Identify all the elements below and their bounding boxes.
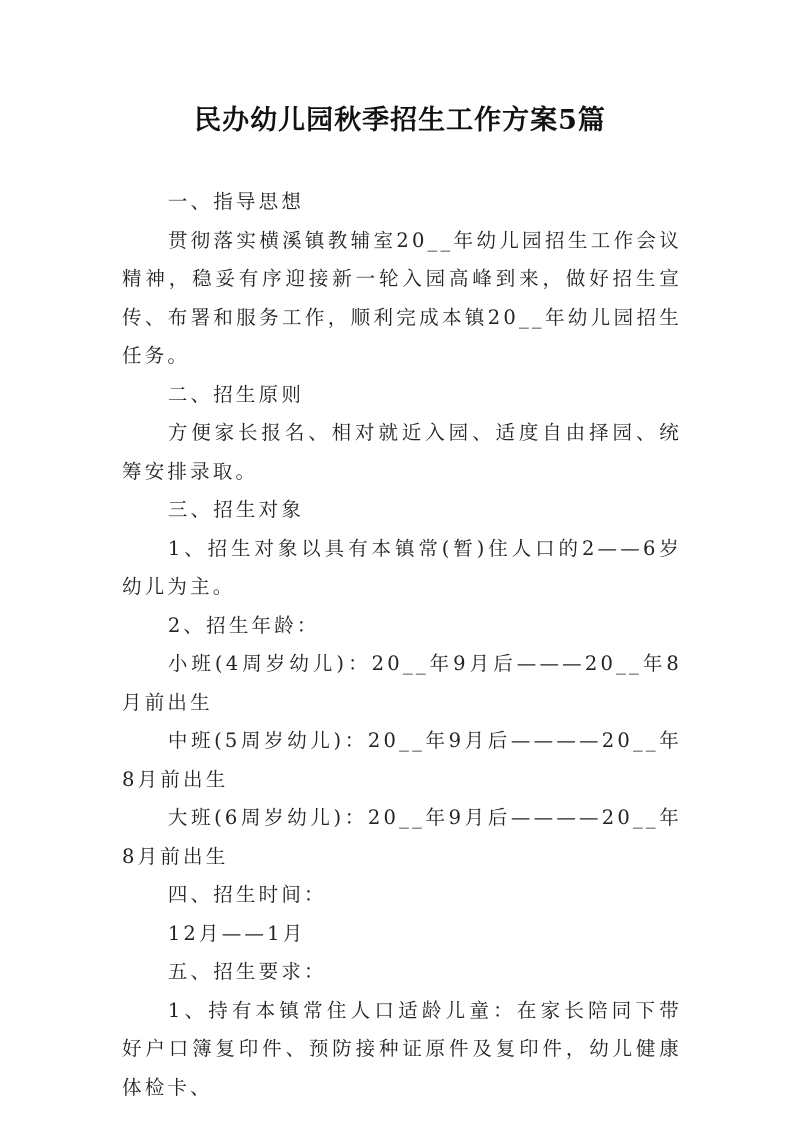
section-heading-enrollment-targets: 三、招生对象 [167,498,305,521]
paragraph: 小班(4周岁幼儿)：20__年9月后———20__年8月前出生 [122,652,682,714]
paragraph: 中班(5周岁幼儿)：20__年9月后————20__年8月前出生 [122,729,682,791]
paragraph: 1、持有本镇常住人口适龄儿童：在家长陪同下带好户口簿复印件、预防接种证原件及复印件，幼儿健康体检卡、 [122,998,682,1099]
paragraph: 大班(6周岁幼儿)：20__年9月后————20__年8月前出生 [122,806,682,868]
document-title: 民办幼儿园秋季招生工作方案5篇 [194,105,606,136]
paragraph: 方便家长报名、相对就近入园、适度自由择园、统筹安排录取。 [122,421,682,483]
paragraph: 1、招生对象以具有本镇常(暂)住人口的2——6岁幼儿为主。 [122,536,682,598]
document-body [122,183,682,1107]
section-heading-guiding-ideology: 一、指导思想 [167,190,305,213]
section-heading-enrollment-time: 四、招生时间： [167,883,327,906]
paragraph: 2、招生年龄： [167,613,320,637]
section-heading-enrollment-requirements: 五、招生要求： [167,960,327,983]
paragraph: 12月——1月 [167,921,306,945]
paragraph: 贯彻落实横溪镇教辅室20__年幼儿园招生工作会议精神，稳妥有序迎接新一轮入园高峰到来，做好招生宣传、布署和服务工作，顺利完成本镇20__年幼儿园招生任务。 [122,228,682,367]
section-heading-enrollment-principles: 二、招生原则 [167,382,305,406]
